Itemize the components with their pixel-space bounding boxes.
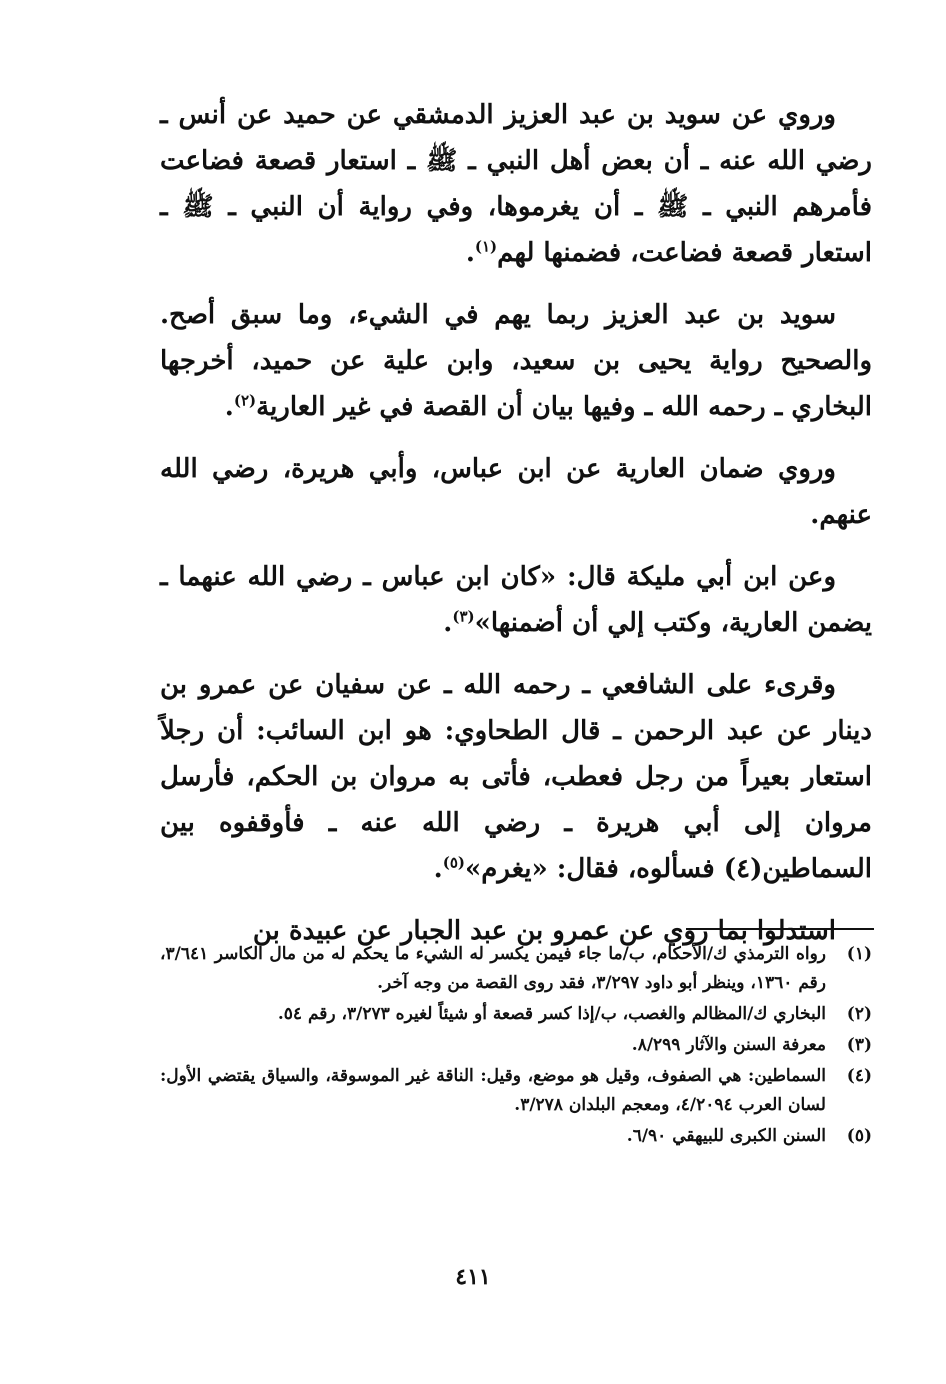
footnote-ref: (٥): [442, 853, 465, 872]
footnote-text: السنن الكبرى للبيهقي ٦/٩٠.: [626, 1126, 826, 1146]
footnote-number: (٤): [846, 1066, 872, 1086]
footnote-text: السماطين: هي الصفوف، وقيل هو موضع، وقيل: الناقة غير الموسوقة، والسياق يقتضي الأول: لسان العرب ٤/٢٠٩٤، ومعجم البلدان ٣/٢٧٨.: [160, 1066, 826, 1115]
paragraph: وروي ضمان العارية عن ابن عباس، وأبي هريرة، رضي الله عنهم.: [160, 454, 872, 530]
footnote-item: [160, 940, 872, 998]
paragraph: استدلوا بما روي عن عمرو بن عبد الجبار عن عبيدة بن: [252, 916, 836, 946]
footnote-text: معرفة السنن والآثار ٨/٢٩٩.: [631, 1035, 826, 1055]
footnote-number: (٥): [846, 1126, 872, 1146]
paragraph: وروي عن سويد بن عبد العزيز الدمشقي عن حميد عن أنس ـ رضي الله عنه ـ أن بعض أهل النبي ـ ﷺ ـ استعار قصعة فضاعت فأمرهم النبي ـ ﷺ ـ أن يغرموها، وفي رواية أن النبي ـ ﷺ ـ استعار قصعة فضاعت، فضمنها لهم$^{(١)}$.: [160, 100, 872, 268]
footnote-text: البخاري ك/المظالم والغصب، ب/إذا كسر قصعة أو شيئاً لغيره ٣/٢٧٣، رقم ٥٤.: [277, 1004, 826, 1024]
footnote-number: (٣): [846, 1035, 872, 1055]
paragraph: وقرىء على الشافعي ـ رحمه الله ـ عن سفيان عن عمرو بن دينار عن عبد الرحمن ـ قال الطحاوي: هو ابن السائب: أن رجلاً استعار بعيراً من رجل فعطب، فأتى به مروان بن الحكم، فأرسل مروان إلى أبي هريرة ـ رضي الله عنه ـ فأوقفوه بين السماطين(٤) فسألوه، فقال: «يغرم»$^{(٥)}$.: [160, 670, 872, 884]
paragraph: وعن ابن أبي مليكة قال: «كان ابن عباس ـ رضي الله عنهما ـ يضمن العارية، وكتب إلي أن أضمنها»$^{(٣)}$.: [160, 562, 872, 638]
footnote-item: [160, 1031, 872, 1060]
footnote-ref: (١): [474, 237, 498, 256]
footnote-item: [160, 1000, 872, 1029]
footnote-item: [160, 1062, 872, 1120]
footnote-ref: (٣): [452, 607, 475, 626]
footnote-number: (٢): [846, 1004, 872, 1024]
footnote-number: (١): [846, 944, 872, 964]
footnote-item: [160, 1122, 872, 1151]
footnote-ref: (٢): [233, 391, 257, 410]
footnotes: [160, 940, 872, 1153]
footnote-divider: [686, 928, 874, 930]
page-number: ٤١١: [455, 1264, 491, 1290]
footnote-text: رواه الترمذي ك/الأحكام، ب/ما جاء فيمن يكسر له الشيء ما يحكم له من مال الكاسر ٣/٦٤١، رقم ١٣٦٠، وينظر أبو داود ٣/٢٩٧، فقد روى القصة من وجه آخر.: [160, 944, 826, 993]
paragraph: سويد بن عبد العزيز ربما يهم في الشيء، وما سبق أصح. والصحيح رواية يحيى بن سعيد، وابن علية عن حميد، أخرجها البخاري ـ رحمه الله ـ وفيها بيان أن القصة في غير العارية$^{(٢)}$.: [160, 300, 872, 422]
main-text: [160, 92, 872, 970]
